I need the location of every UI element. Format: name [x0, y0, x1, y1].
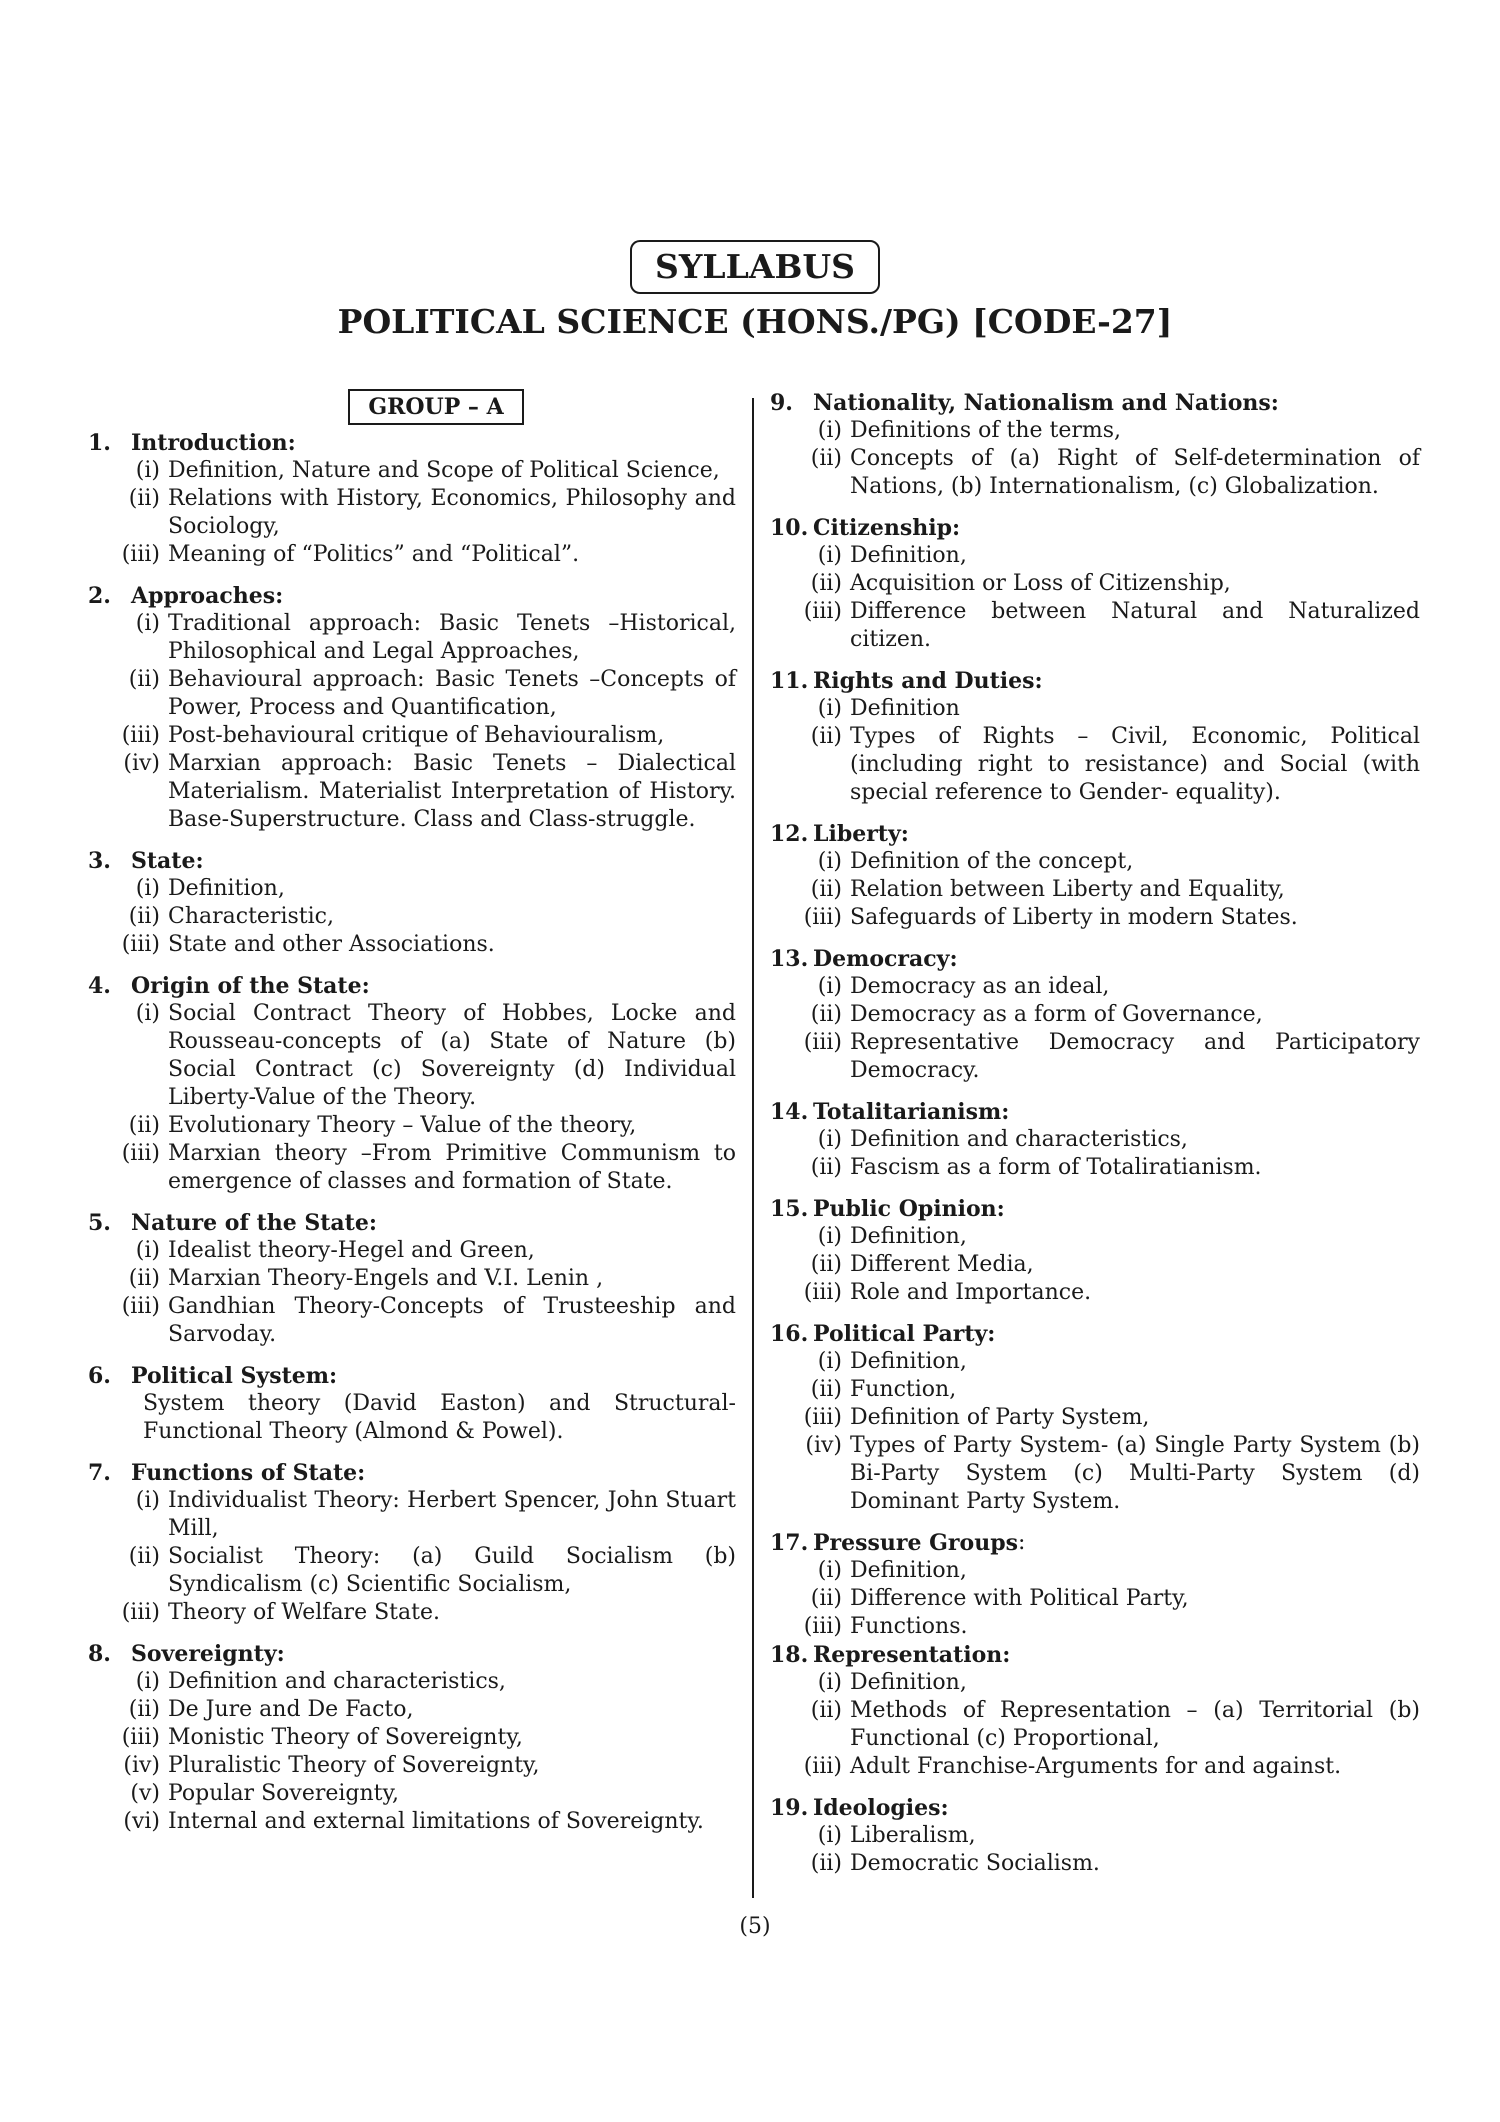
section-title: Nature of the State:: [131, 1210, 377, 1236]
item-text: Definition and characteristics,: [168, 1669, 506, 1694]
section-heading: [770, 514, 1420, 542]
section-title: Functions of State:: [131, 1460, 366, 1486]
item-text: Definition and characteristics,: [850, 1127, 1188, 1152]
section-number: 8.: [88, 1641, 111, 1667]
section-title: Sovereignty:: [131, 1641, 285, 1667]
list-item: [88, 875, 736, 903]
section-text: System theory (David Easton) and Structural-Functional Theory (Almond & Powel).: [143, 1391, 736, 1444]
item-text: Definitions of the terms,: [850, 418, 1122, 443]
item-numeral: (i): [135, 1669, 160, 1694]
item-text: Different Media,: [850, 1252, 1034, 1277]
item-numeral: (iv): [123, 751, 160, 776]
section-title: Democracy:: [813, 946, 958, 972]
list-item: [770, 417, 1420, 445]
item-numeral: (i): [135, 458, 160, 483]
list-item: [770, 1432, 1420, 1516]
item-text: Socialist Theory: (a) Guild Socialism (b) Syndicalism (c) Scientific Socialism,: [168, 1544, 736, 1597]
item-numeral: (iii): [803, 905, 842, 930]
item-text: Popular Sovereignty,: [168, 1781, 399, 1806]
section-number: 7.: [88, 1460, 111, 1486]
item-text: Definition,: [850, 1349, 967, 1374]
item-text: Relations with History, Economics, Philosophy and Sociology,: [168, 486, 736, 539]
item-numeral: (ii): [128, 667, 160, 692]
item-numeral: (ii): [810, 1002, 842, 1027]
item-text: Democratic Socialism.: [850, 1851, 1100, 1876]
syllabus-section: [88, 1209, 736, 1349]
list-item: [88, 1112, 736, 1140]
item-numeral: (ii): [810, 446, 842, 471]
section-heading: [770, 1195, 1420, 1223]
item-numeral: (i): [817, 1349, 842, 1374]
item-numeral: (ii): [128, 486, 160, 511]
item-text: Democracy as a form of Governance,: [850, 1002, 1263, 1027]
list-item: [770, 542, 1420, 570]
syllabus-section: [88, 972, 736, 1196]
item-text: Types of Party System- (a) Single Party System (b) Bi-Party System (c) Multi-Party System (d) Dominant Party System.: [850, 1433, 1420, 1514]
syllabus-section: [770, 514, 1420, 654]
section-heading: [88, 972, 736, 1000]
item-numeral: (ii): [128, 904, 160, 929]
list-item: [88, 903, 736, 931]
column-divider: [752, 398, 754, 1898]
section-number: 3.: [88, 848, 111, 874]
item-numeral: (i): [135, 1238, 160, 1263]
item-numeral: (i): [817, 849, 842, 874]
list-item: [88, 1780, 736, 1808]
section-title: Representation:: [813, 1642, 1011, 1668]
item-text: Relation between Liberty and Equality,: [850, 877, 1285, 902]
list-item: [88, 1808, 736, 1836]
item-text: Function,: [850, 1377, 957, 1402]
list-item: [88, 1724, 736, 1752]
section-title: Approaches:: [131, 583, 284, 609]
item-text: Monistic Theory of Sovereignty,: [168, 1725, 523, 1750]
list-item: [770, 1251, 1420, 1279]
list-item: [88, 931, 736, 959]
item-text: Functions.: [850, 1614, 968, 1639]
section-number: 19.: [770, 1795, 809, 1821]
item-text: Definition, Nature and Scope of Political Science,: [168, 458, 720, 483]
section-heading: [88, 1459, 736, 1487]
list-item: [88, 1140, 736, 1196]
section-title: Public Opinion:: [813, 1196, 1005, 1222]
syllabus-section: [88, 847, 736, 959]
list-item: [88, 1543, 736, 1599]
item-numeral: (i): [135, 611, 160, 636]
list-item: [770, 876, 1420, 904]
item-numeral: (iii): [121, 932, 160, 957]
item-text: Definition,: [168, 876, 285, 901]
syllabus-section: [88, 1362, 736, 1446]
section-number: 11.: [770, 668, 809, 694]
item-numeral: (ii): [810, 1252, 842, 1277]
item-text: Definition,: [850, 1558, 967, 1583]
item-numeral: (ii): [810, 1698, 842, 1723]
section-title: Totalitarianism:: [813, 1099, 1010, 1125]
section-title: Introduction:: [131, 430, 296, 456]
syllabus-section: [770, 1794, 1420, 1878]
item-text: Post-behavioural critique of Behaviouralism,: [168, 723, 665, 748]
section-heading: [88, 1640, 736, 1668]
list-item: [770, 973, 1420, 1001]
item-numeral: (ii): [810, 1155, 842, 1180]
list-item: [770, 445, 1420, 501]
list-item: [88, 1237, 736, 1265]
item-text: Difference with Political Party,: [850, 1586, 1189, 1611]
right-column: [770, 389, 1420, 1891]
item-numeral: (i): [135, 876, 160, 901]
item-text: Internal and external limitations of Sovereignty.: [168, 1809, 704, 1834]
section-number: 18.: [770, 1642, 809, 1668]
item-text: Gandhian Theory-Concepts of Trusteeship and Sarvoday.: [168, 1294, 736, 1347]
section-title-suffix: :: [1017, 1530, 1026, 1555]
list-item: [770, 570, 1420, 598]
section-heading: [770, 667, 1420, 695]
section-number: 15.: [770, 1196, 809, 1222]
section-number: 17.: [770, 1530, 809, 1556]
syllabus-section: [770, 1098, 1420, 1182]
item-numeral: (iii): [803, 1614, 842, 1639]
list-item: [770, 1001, 1420, 1029]
section-title: Origin of the State:: [131, 973, 370, 999]
syllabus-section: [770, 1641, 1420, 1781]
item-text: Marxian approach: Basic Tenets – Dialectical Materialism. Materialist Interpretation of History. Base-Superstructure. Class and Class-struggle.: [168, 751, 736, 832]
list-item: [770, 1613, 1420, 1641]
section-number: 12.: [770, 821, 809, 847]
item-numeral: (ii): [810, 1377, 842, 1402]
list-item: [770, 1376, 1420, 1404]
item-numeral: (i): [135, 1001, 160, 1026]
section-title: Rights and Duties:: [813, 668, 1043, 694]
list-item: [770, 1850, 1420, 1878]
section-title: Nationality, Nationalism and Nations:: [813, 390, 1279, 416]
list-item: [770, 1279, 1420, 1307]
item-text: Characteristic,: [168, 904, 334, 929]
item-text: Acquisition or Loss of Citizenship,: [850, 571, 1231, 596]
syllabus-section: [88, 429, 736, 569]
syllabus-section: [770, 667, 1420, 807]
item-numeral: (iii): [121, 1141, 160, 1166]
section-heading: [770, 389, 1420, 417]
item-text: Role and Importance.: [850, 1280, 1092, 1305]
list-item: [88, 610, 736, 666]
item-numeral: (iii): [803, 1280, 842, 1305]
section-title: Pressure Groups: [813, 1530, 1018, 1556]
section-heading: [88, 1209, 736, 1237]
item-numeral: (i): [817, 1127, 842, 1152]
item-numeral: (ii): [810, 1586, 842, 1611]
item-text: Adult Franchise-Arguments for and against.: [850, 1754, 1342, 1779]
list-item: [88, 457, 736, 485]
section-number: 1.: [88, 430, 111, 456]
item-numeral: (ii): [810, 877, 842, 902]
syllabus-section: [770, 1529, 1420, 1641]
section-number: 2.: [88, 583, 111, 609]
item-numeral: (i): [817, 543, 842, 568]
item-numeral: (i): [817, 974, 842, 999]
item-text: Evolutionary Theory – Value of the theory,: [168, 1113, 637, 1138]
list-item: [770, 695, 1420, 723]
section-heading: [88, 582, 736, 610]
list-item: [88, 722, 736, 750]
item-numeral: (iii): [803, 1030, 842, 1055]
section-heading: [88, 429, 736, 457]
section-title: Liberty:: [813, 821, 909, 847]
item-numeral: (ii): [128, 1113, 160, 1138]
page-title: POLITICAL SCIENCE (HONS./PG) [CODE-27]: [337, 302, 1173, 341]
list-item: [770, 1126, 1420, 1154]
page-number: (5): [739, 1914, 771, 1939]
syllabus-label: SYLLABUS: [630, 240, 880, 294]
item-numeral: (i): [817, 1558, 842, 1583]
list-item: [88, 750, 736, 834]
item-text: Liberalism,: [850, 1823, 976, 1848]
item-numeral: (iii): [121, 542, 160, 567]
list-item: [88, 1752, 736, 1780]
list-item: [88, 1668, 736, 1696]
section-heading: [770, 1098, 1420, 1126]
syllabus-section: [770, 945, 1420, 1085]
left-column: [88, 389, 736, 1849]
list-item: [770, 848, 1420, 876]
item-text: Social Contract Theory of Hobbes, Locke and Rousseau-concepts of (a) State of Nature (b) Social Contract (c) Sovereignty (d) Individual Liberty-Value of the Theory.: [168, 1001, 736, 1110]
list-item: [770, 1029, 1420, 1085]
item-text: Definition of the concept,: [850, 849, 1134, 874]
item-text: Difference between Natural and Naturalized citizen.: [850, 599, 1420, 652]
item-numeral: (ii): [128, 1266, 160, 1291]
item-numeral: (ii): [810, 1851, 842, 1876]
item-text: Meaning of “Politics” and “Political”.: [168, 542, 580, 567]
item-numeral: (i): [817, 696, 842, 721]
item-text: State and other Associations.: [168, 932, 495, 957]
item-numeral: (i): [817, 1224, 842, 1249]
item-numeral: (ii): [128, 1544, 160, 1569]
section-number: 13.: [770, 946, 809, 972]
item-text: Definition,: [850, 1670, 967, 1695]
list-item: [88, 1599, 736, 1627]
section-number: 6.: [88, 1363, 111, 1389]
item-text: Methods of Representation – (a) Territorial (b) Functional (c) Proportional,: [850, 1698, 1420, 1751]
group-label: GROUP – A: [348, 389, 524, 425]
item-numeral: (ii): [810, 571, 842, 596]
item-text: Definition: [850, 696, 960, 721]
item-text: Behavioural approach: Basic Tenets –Concepts of Power, Process and Quantification,: [168, 667, 736, 720]
item-numeral: (iii): [803, 1754, 842, 1779]
item-text: Theory of Welfare State.: [168, 1600, 440, 1625]
item-text: Concepts of (a) Right of Self-determination of Nations, (b) Internationalism, (c) Globalization.: [850, 446, 1420, 499]
list-item: [88, 1487, 736, 1543]
list-item: [88, 1265, 736, 1293]
syllabus-section: [770, 1195, 1420, 1307]
item-numeral: (i): [817, 418, 842, 443]
item-numeral: (iii): [803, 599, 842, 624]
syllabus-section: [88, 1459, 736, 1627]
section-number: 10.: [770, 515, 809, 541]
section-heading: [88, 1362, 736, 1390]
item-text: Definition of Party System,: [850, 1405, 1150, 1430]
list-item: [770, 1557, 1420, 1585]
section-number: 4.: [88, 973, 111, 999]
list-item: [88, 1000, 736, 1112]
item-numeral: (iii): [803, 1405, 842, 1430]
section-heading: [770, 1529, 1420, 1557]
list-item: [770, 723, 1420, 807]
list-item: [770, 1154, 1420, 1182]
item-numeral: (iv): [805, 1433, 842, 1458]
item-text: De Jure and De Facto,: [168, 1697, 414, 1722]
section-number: 14.: [770, 1099, 809, 1125]
syllabus-section: [770, 1320, 1420, 1516]
item-numeral: (iii): [121, 1294, 160, 1319]
section-title: Citizenship:: [813, 515, 961, 541]
item-text: Individualist Theory: Herbert Spencer, John Stuart Mill,: [168, 1488, 736, 1541]
item-text: Fascism as a form of Totaliratianism.: [850, 1155, 1262, 1180]
syllabus-section: [88, 582, 736, 834]
item-text: Idealist theory-Hegel and Green,: [168, 1238, 535, 1263]
item-text: Marxian Theory-Engels and V.I. Lenin ,: [168, 1266, 604, 1291]
item-text: Definition,: [850, 543, 967, 568]
list-item: [88, 485, 736, 541]
list-item: [770, 1223, 1420, 1251]
syllabus-section: [88, 1640, 736, 1836]
section-number: 9.: [770, 390, 793, 416]
section-heading: [770, 1794, 1420, 1822]
list-item: [770, 1585, 1420, 1613]
syllabus-section: [770, 820, 1420, 932]
section-title: Political Party:: [813, 1321, 996, 1347]
item-numeral: (v): [130, 1781, 160, 1806]
item-numeral: (iii): [121, 1725, 160, 1750]
item-numeral: (vi): [123, 1809, 160, 1834]
item-text: Marxian theory –From Primitive Communism to emergence of classes and formation of State.: [168, 1141, 736, 1194]
section-heading: [88, 847, 736, 875]
item-text: Safeguards of Liberty in modern States.: [850, 905, 1298, 930]
list-item: [770, 904, 1420, 932]
syllabus-section: [770, 389, 1420, 501]
list-item: [770, 598, 1420, 654]
item-numeral: (ii): [810, 724, 842, 749]
list-item: [88, 666, 736, 722]
section-title: Ideologies:: [813, 1795, 949, 1821]
item-numeral: (i): [817, 1670, 842, 1695]
item-text: Definition,: [850, 1224, 967, 1249]
item-numeral: (iii): [121, 723, 160, 748]
section-number: 5.: [88, 1210, 111, 1236]
item-text: Democracy as an ideal,: [850, 974, 1110, 999]
item-text: Types of Rights – Civil, Economic, Political (including right to resistance) and Social (with special reference to Gender- equality).: [850, 724, 1420, 805]
item-numeral: (ii): [128, 1697, 160, 1722]
item-text: Traditional approach: Basic Tenets –Historical, Philosophical and Legal Approaches,: [168, 611, 736, 664]
section-title: Political System:: [131, 1363, 338, 1389]
item-numeral: (iv): [123, 1753, 160, 1778]
item-text: Pluralistic Theory of Sovereignty,: [168, 1753, 540, 1778]
item-text: Representative Democracy and Participatory Democracy.: [850, 1030, 1420, 1083]
section-heading: [770, 1320, 1420, 1348]
list-item: [770, 1822, 1420, 1850]
list-item: [770, 1404, 1420, 1432]
list-item: [770, 1753, 1420, 1781]
list-item: [88, 1696, 736, 1724]
section-heading: [770, 1641, 1420, 1669]
item-numeral: (i): [135, 1488, 160, 1513]
list-item: [88, 541, 736, 569]
list-item: [770, 1348, 1420, 1376]
item-numeral: (i): [817, 1823, 842, 1848]
list-item: [88, 1293, 736, 1349]
item-numeral: (iii): [121, 1600, 160, 1625]
section-title: State:: [131, 848, 204, 874]
section-number: 16.: [770, 1321, 809, 1347]
section-heading: [770, 820, 1420, 848]
list-item: [770, 1669, 1420, 1697]
list-item: [770, 1697, 1420, 1753]
section-heading: [770, 945, 1420, 973]
